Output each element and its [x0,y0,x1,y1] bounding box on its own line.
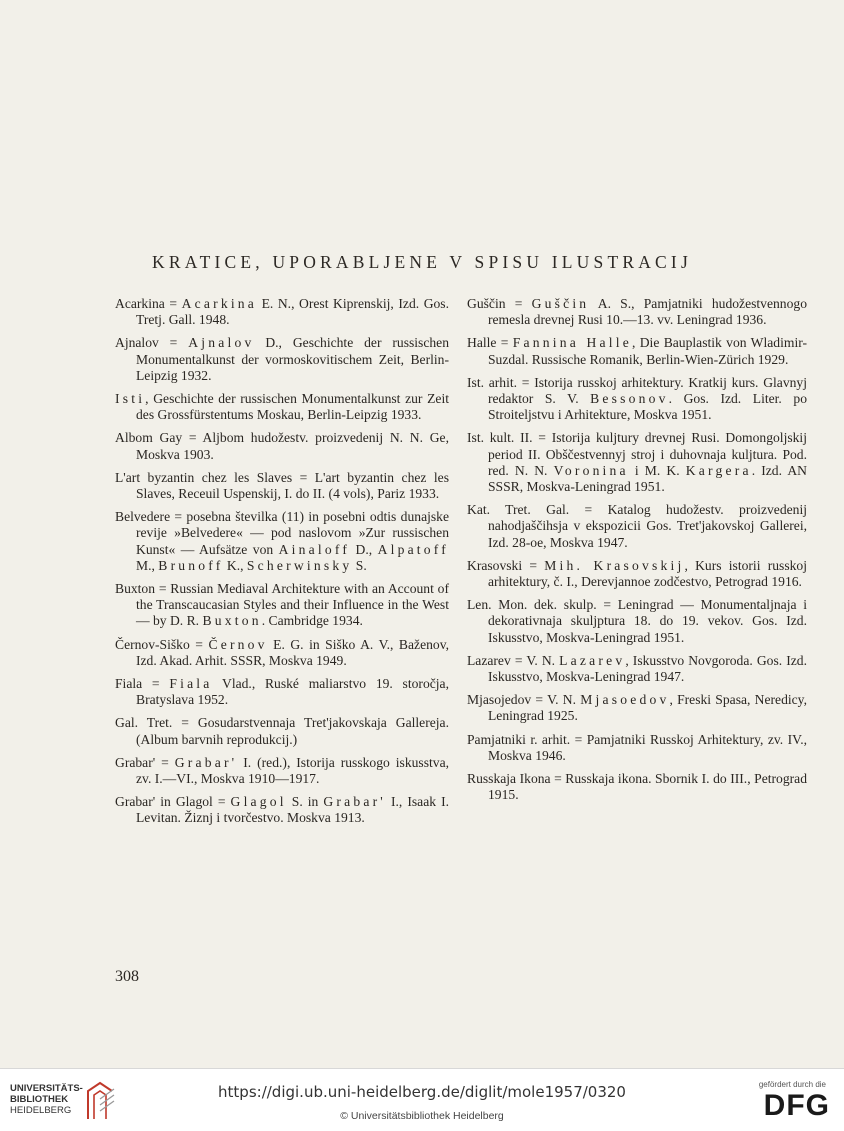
entry-text: Mjasojedov = V. N. [467,692,581,708]
author-name-spaced: Ainaloff [278,541,351,557]
author-name-spaced: Mih. Krasovskij [544,557,685,573]
bibliography-entry [467,375,807,424]
author-name-spaced: Fannina Halle [512,335,632,351]
entry-text: . Gos. Izd. Liter. po Stroiteljstvu i Arhitekture, Moskva 1951. [488,391,807,423]
entry-text: L'art byzantin chez les Slaves = L'art byzantin chez les Slaves, Receuil Uspenskij, I. do II. (4 vols), Pariz 1933. [115,469,449,502]
logo-line-2: BIBLIOTHEK [10,1094,69,1105]
entry-text: Ist. kult. II. = Istorija kuljtury drevnej Rusi. Domongoljskij period II. Obščestvennyj stroj i duhovnaja kuljtura. Pod. red. N. N. [467,430,807,478]
viewer-footer [0,1068,844,1131]
entry-text: Ajnalov = [115,335,189,351]
entry-text: I. (red.), Istorija russkogo iskusstva, zv. I.—VI., Moskva 1910—1917. [136,754,449,787]
entry-text: E. N., Orest Kiprenskij, Izd. Gos. Tretj. Gall. 1948. [136,296,449,328]
entry-text: , Kurs istorii russkoj arhitektury, č. I., Derevjannoe zodčestvo, Petrograd 1916. [488,557,807,590]
author-name-spaced: Acarkina [181,296,258,311]
entry-text: M., [136,557,159,573]
entry-text: A. S., Pamjatniki hudožestvennogo remesla drevnej Rusi 10.—13. vv. Leningrad 1936. [488,296,807,328]
entry-text: Belvedere = posebna številka (11) in posebni odtis dunajske revije »Belvedere« — pod naslovom »Zur russischen Kunst« — Aufsätze von [115,509,449,557]
entry-text: Grabar' in Glagol = [115,794,231,810]
bibliography-entry [115,391,449,423]
author-name-spaced: Fiala [169,676,213,692]
author-name-spaced: Voronina [553,462,629,478]
entry-text: i M. K. [628,462,686,478]
logo-line-3: HEIDELBERG [10,1105,72,1116]
entry-text: Černov-Siško = [115,636,209,652]
entry-text: Acarkina = [115,296,182,311]
author-name-spaced: Buxton [202,613,262,629]
bibliography-entry [115,430,449,462]
bibliography-entry [115,755,449,787]
entry-text: K., [223,557,247,573]
author-name-spaced: Bessonov [590,391,669,407]
entry-text: Vlad., Ruské maliarstvo 19. storočja, Bratyslava 1952. [136,676,449,708]
author-name-spaced: Mjasoedov [580,692,670,708]
bibliography-entry [115,794,449,826]
entry-text: E. G. in Siško A. V., Baženov, Izd. Akad. Arhit. SSSR, Moskva 1949. [136,636,450,668]
entry-text: Buxton = Russian Mediaval Architekture with an Account of the Transcaucasian Styles and their Influence in the West — by D. R. [115,581,449,629]
entry-text: , Iskusstvo Novgoroda. Gos. Izd. Iskusstvo, Moskva-Leningrad 1947. [488,652,807,685]
author-name-spaced: Guščin [531,296,590,311]
entry-text: D., [350,541,378,557]
entry-text: Kat. Tret. Gal. = Katalog hudožestv. proizvedenij nahodjaščihsja v ekspozicii Gos. Tret'jakovskoj Gallerei, Izd. 28-oe, Moskva 1947. [467,502,807,550]
bibliography-entry [467,771,807,803]
author-name-spaced: Kargera [685,462,752,478]
permalink-url[interactable]: https://digi.ub.uni-heidelberg.de/diglit/mole1957/0320 [218,1083,626,1101]
author-name-spaced: Scherwinsky [246,557,353,573]
entry-text: Gal. Tret. = Gosudarstvennaja Tret'jakovskaja Gallereja. (Album barvnih reprodukcij.) [115,715,449,747]
entry-text: . Cambridge 1934. [261,613,363,629]
bibliography-entry [467,732,807,764]
funding-note: gefördert durch die [758,1080,826,1089]
entry-text: S. in [286,794,324,810]
copyright-notice: © Universitätsbibliothek Heidelberg [340,1110,504,1122]
page-heading: KRATICE, UPORABLJENE V SPISU ILUSTRACIJ [152,252,692,272]
right-column [467,296,807,810]
entry-text: Fiala = [115,676,170,692]
entry-text: , Freski Spasa, Neredicy, Leningrad 1925. [488,692,807,724]
bibliography-entry [467,692,807,724]
entry-text: Albom Gay = Aljbom hudožestv. proizvedenij N. N. Ge, Moskva 1903. [115,430,449,462]
bibliography-entry [467,597,807,646]
bibliography-entry [467,558,807,590]
author-name-spaced: Ajnalov [188,335,255,351]
entry-text: Pamjatniki r. arhit. = Pamjatniki Russkoj Arhitektury, zv. IV., Moskva 1946. [467,731,807,763]
entry-text: , Geschichte der russischen Monumentalkunst zur Zeit des Grossfürstentums Moskau, Berlin-Leipzig 1933. [136,391,449,423]
author-name-spaced: Grabar' [174,754,238,770]
entry-text: S. [352,557,367,573]
entry-text: Len. Mon. dek. skulp. = Leningrad — Monumentaljnaja i dekorativnaja skuljptura 18. do 19. vekov. Gos. Izd. Iskusstvo, Moskva-Leningrad 1951. [467,597,807,645]
author-name-spaced: Černov [208,636,268,652]
entry-text: Lazarev = V. N. [467,652,560,668]
bibliography-entry [115,470,449,502]
author-name-spaced: Isti [115,391,146,407]
bibliography-entry [115,676,449,708]
bibliography-entry [467,430,807,495]
author-name-spaced: Lazarev [559,652,626,668]
dfg-logo[interactable]: DFG [763,1089,830,1122]
entry-text: D., Geschichte der russischen Monumentalkunst der vormoskovitischem Zeit, Berlin-Leipzig 1932. [136,335,449,383]
bibliography-entry [115,296,449,328]
bibliography-entry [115,715,449,747]
entry-text: , Die Bauplastik von Wladimir-Suzdal. Russische Romanik, Berlin-Wien-Zürich 1929. [488,335,808,367]
page-number: 308 [115,968,139,985]
bibliography-entry [467,335,807,367]
bibliography-entry [467,502,807,551]
bibliography-entry [115,335,449,384]
bibliography-entry [115,581,449,630]
bibliography-entry [467,653,807,685]
bibliography-entry [115,509,449,574]
entry-text: Russkaja Ikona = Russkaja ikona. Sbornik I. do III., Petrograd 1915. [467,771,807,803]
bibliography-entry [467,296,807,328]
logo-line-1: UNIVERSITÄTS- [10,1083,83,1094]
entry-text: Guščin = [467,296,532,311]
author-name-spaced: Brunoff [158,557,224,573]
author-name-spaced: Glagol [230,794,287,810]
author-name-spaced: Grabar' [323,794,386,810]
left-column [115,296,449,834]
author-name-spaced: Alpatoff [377,541,449,557]
entry-text: . Izd. AN SSSR, Moskva-Leningrad 1951. [488,462,807,495]
entry-text: Halle = [467,335,513,351]
entry-text: Grabar' = [115,754,175,770]
entry-text: Ist. arhit. = Istorija russkoj arhitektury. Kratkij kurs. Glavnyj redaktor S. V. [467,374,807,407]
bibliography-entry [115,637,449,669]
entry-text: I., Isaak I. Levitan. Žiznj i tvorčestvo. Moskva 1913. [136,794,449,826]
entry-text: Krasovski = [467,557,545,573]
